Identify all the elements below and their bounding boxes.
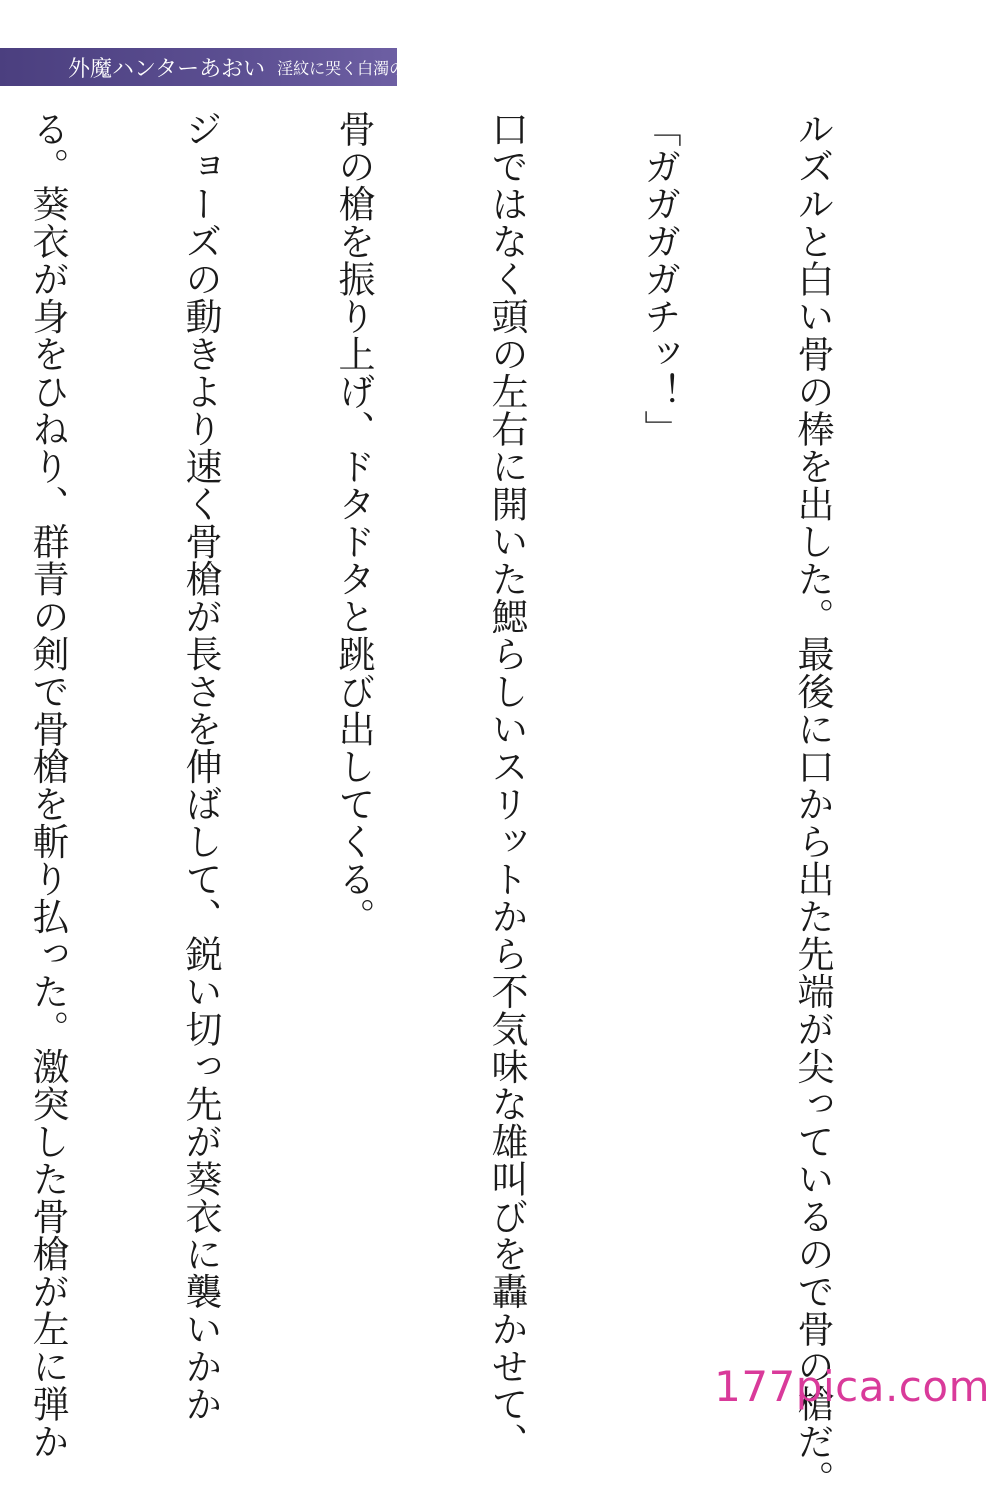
text-line: 骨の槍を振り上げ、ドタドタと跳び出してくる。 xyxy=(332,110,375,935)
text-line: ジョーズの動きより速く骨槍が長さを伸ばして、鋭い切っ先が葵衣に襲いかか xyxy=(179,110,222,1423)
watermark-text: 177pica.com xyxy=(714,1362,990,1411)
text-line: る。葵衣が身をひねり、群青の剣で骨槍を斬り払った。激突した骨槍が左に弾か xyxy=(26,110,69,1460)
text-line: 「ガガガガチッ！」 xyxy=(638,110,681,448)
running-header xyxy=(0,48,422,86)
text-line: ルズルと白い骨の棒を出した。最後に口から出た先端が尖っているので骨の槍だ。 xyxy=(791,110,834,1498)
book-subtitle: 淫紋に哭く白濁の夜 xyxy=(277,58,422,78)
text-line: 口ではなく頭の左右に開いた鰓らしいスリットから不気味な雄叫びを轟かせて、 xyxy=(485,110,528,1460)
book-title: 外魔ハンターあおい xyxy=(68,56,266,82)
